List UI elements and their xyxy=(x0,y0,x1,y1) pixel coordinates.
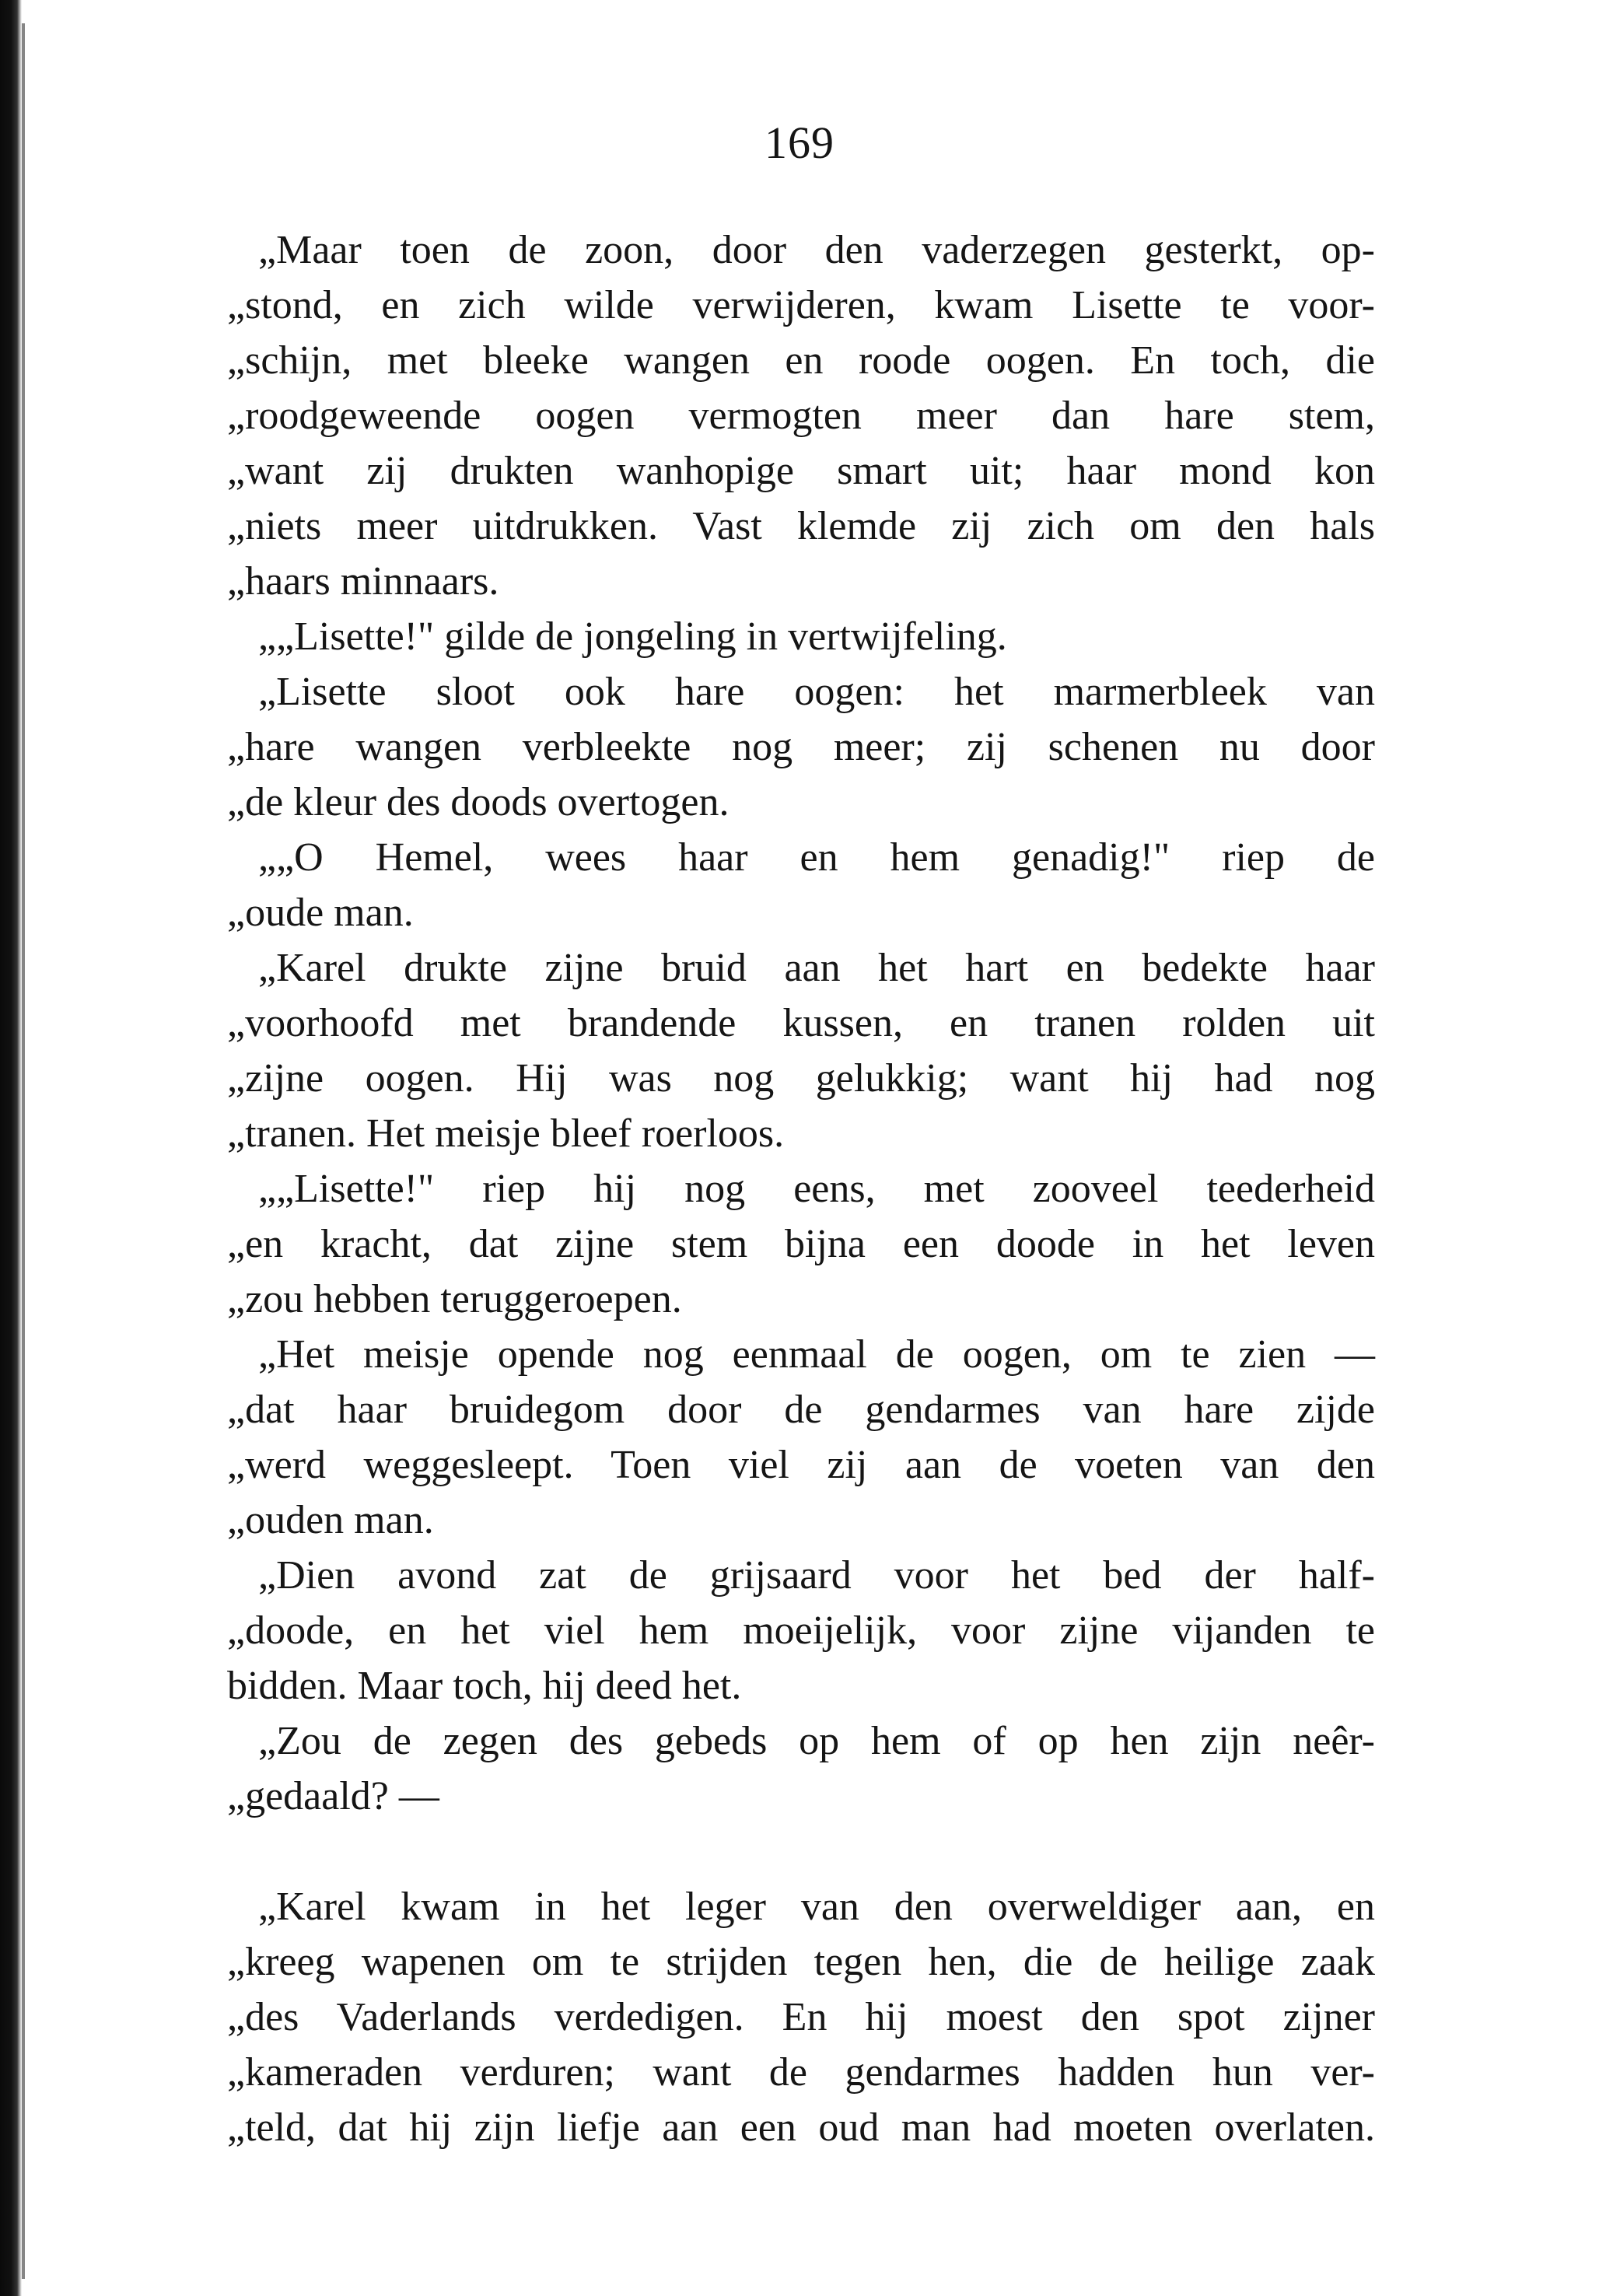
book-spine-edge xyxy=(22,23,25,2279)
text-line: „zijne oogen. Hij was nog gelukkig; want hij had nog xyxy=(227,1056,1375,1101)
text-line: „tranen. Het meisje bleef roerloos. xyxy=(227,1111,785,1156)
text-line: „hare wangen verbleekte nog meer; zij schenen nu door xyxy=(227,725,1375,769)
text-line: „kameraden verduren; want de gendarmes hadden hun ver- xyxy=(227,2050,1375,2095)
text-line: „doode, en het viel hem moeijelijk, voor zijne vijanden te xyxy=(227,1608,1375,1653)
text-line: „voorhoofd met brandende kussen, en tranen rolden uit xyxy=(227,1001,1375,1045)
text-line: „„Lisette!" gilde de jongeling in vertwijfeling. xyxy=(258,614,1007,659)
text-line: „werd weggesleept. Toen viel zij aan de voeten van den xyxy=(227,1443,1375,1487)
text-line: „zou hebben teruggeroepen. xyxy=(227,1277,682,1321)
text-line: „kreeg wapenen om te strijden tegen hen, die de heilige zaak xyxy=(227,1940,1375,1984)
text-line: „gedaald? — xyxy=(227,1774,439,1818)
section-break xyxy=(227,1824,1375,1879)
text-line: „Zou de zegen des gebeds op hem of op hen zijn neêr- xyxy=(258,1719,1375,1763)
text-line: „„O Hemel, wees haar en hem genadig!" riep de xyxy=(258,835,1375,880)
text-line: „niets meer uitdrukken. Vast klemde zij zich om den hals xyxy=(227,504,1375,548)
text-line: „teld, dat hij zijn liefje aan een oud man had moeten overlaten. xyxy=(227,2105,1375,2150)
text-line: „schijn, met bleeke wangen en roode oogen. En toch, die xyxy=(227,338,1375,383)
text-line: „de kleur des doods overtogen. xyxy=(227,780,730,824)
body-text xyxy=(227,222,1375,2155)
text-line: „Maar toen de zoon, door den vaderzegen gesterkt, op- xyxy=(258,228,1375,272)
text-line: „stond, en zich wilde verwijderen, kwam Lisette te voor- xyxy=(227,283,1375,327)
text-line: „haars minnaars. xyxy=(227,559,499,604)
text-line: „Lisette sloot ook hare oogen: het marmerbleek van xyxy=(258,670,1375,714)
text-line: „Karel kwam in het leger van den overweldiger aan, en xyxy=(258,1885,1375,1929)
text-line: „Karel drukte zijne bruid aan het hart en bedekte haar xyxy=(258,946,1375,990)
text-line: „des Vaderlands verdedigen. En hij moest den spot zijner xyxy=(227,1995,1375,2039)
text-line: „Dien avond zat de grijsaard voor het bed der half- xyxy=(258,1553,1375,1598)
text-line: „en kracht, dat zijne stem bijna een doode in het leven xyxy=(227,1222,1375,1266)
text-line: „oude man. xyxy=(227,891,414,935)
text-line: „Het meisje opende nog eenmaal de oogen, om te zien — xyxy=(258,1332,1375,1377)
text-line: „want zij drukten wanhopige smart uit; haar mond kon xyxy=(227,449,1375,493)
text-line: „ouden man. xyxy=(227,1498,434,1542)
text-line: bidden. Maar toch, hij deed het. xyxy=(227,1664,742,1708)
text-line: „dat haar bruidegom door de gendarmes van hare zijde xyxy=(227,1388,1375,1432)
text-line: „roodgeweende oogen vermogten meer dan hare stem, xyxy=(227,394,1375,438)
page-number: 169 xyxy=(765,117,834,168)
text-line: „„Lisette!" riep hij nog eens, met zooveel teederheid xyxy=(258,1167,1375,1211)
book-spine-shadow xyxy=(0,0,22,2296)
